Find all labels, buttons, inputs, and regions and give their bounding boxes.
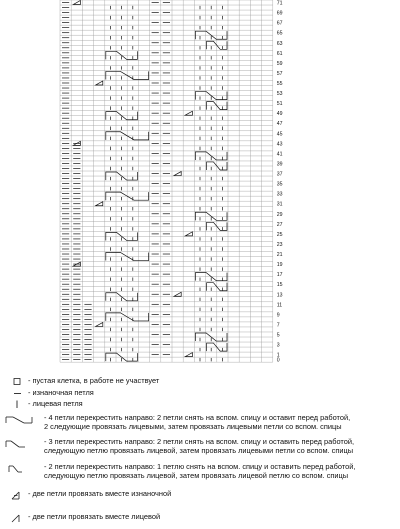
cable-4-right-icon (4, 413, 42, 425)
legend-text-purl: - изнаночная петля (28, 388, 94, 397)
row-number: 57 (276, 70, 283, 77)
row-number: 9 (276, 312, 280, 319)
row-number: 27 (276, 221, 283, 228)
decrease-stitch (185, 353, 192, 357)
row-number: 33 (276, 191, 283, 198)
row-number: 63 (276, 40, 283, 47)
decrease-stitch (96, 81, 103, 85)
row-number: 5 (276, 332, 280, 339)
row-number: 31 (276, 201, 283, 208)
row-number: 15 (276, 282, 283, 289)
row-number: 69 (276, 10, 283, 17)
row-number: 1 (276, 352, 280, 359)
row-number: 41 (276, 151, 283, 158)
row-number: 7 (276, 322, 280, 329)
row-number: 45 (276, 131, 283, 138)
decrease-stitch (174, 172, 181, 176)
row-number: 13 (276, 292, 283, 299)
row-number: 43 (276, 141, 283, 148)
row-number: 71 (276, 0, 283, 7)
legend-text-empty: - пустая клетка, в работе не участвует (28, 376, 160, 385)
row-number: 49 (276, 111, 283, 118)
row-number: 29 (276, 211, 283, 218)
decrease-stitch (185, 111, 192, 115)
row-number: 47 (276, 121, 283, 128)
legend-text-k2tog: - две петли провязать вместе лицевой (28, 512, 161, 521)
row-number: 35 (276, 181, 283, 188)
decrease-stitch (73, 1, 80, 5)
decrease-stitch (96, 322, 103, 326)
row-number: 0 (276, 357, 280, 364)
cable-2-right-icon (4, 462, 42, 474)
row-number: 37 (276, 171, 283, 178)
row-number: 17 (276, 272, 283, 279)
row-number: 23 (276, 241, 283, 248)
row-number: 61 (276, 50, 283, 57)
row-number: 51 (276, 101, 283, 108)
decrease-stitch (185, 232, 192, 236)
legend-text-p2tog: - две петли провязать вместе изнаночной (28, 489, 172, 498)
cable-3-right-icon (4, 437, 42, 449)
legend-text-knit: - лицевая петля (28, 399, 83, 408)
row-number: 3 (276, 342, 280, 349)
row-number: 59 (276, 60, 283, 67)
row-number: 39 (276, 161, 283, 168)
decrease-stitch (174, 292, 181, 296)
row-number: 65 (276, 30, 283, 37)
row-number: 19 (276, 262, 283, 269)
row-number: 55 (276, 81, 283, 88)
row-number: 67 (276, 20, 283, 27)
row-number: 53 (276, 91, 283, 98)
row-number: 11 (276, 302, 283, 309)
legend-text-cable-3: - 3 петли перекрестить направо: 2 петли снять на вспом. спицу и оставить перед работой, следующую петлю провязать лицевой, затем провязать лицевыми петли со вспом. спицы (44, 437, 355, 456)
decrease-stitch (96, 202, 103, 206)
legend-text-cable-2: - 2 петли перекрестить направо: 1 петлю снять на вспом. спицу и оставить перед работой, следующую петлю провязать лицевой, затем провязать лицевой петлю со вспом. спицы (44, 462, 356, 481)
row-number: 21 (276, 252, 283, 259)
row-number: 25 (276, 231, 283, 238)
legend-text-cable-4: - 4 петли перекрестить направо: 2 петли снять на вспом. спицу и оставит перед работой, 2 следующие провязать лицевыми, затем провязать лицевыми петли со вспом. спицы (44, 413, 351, 432)
